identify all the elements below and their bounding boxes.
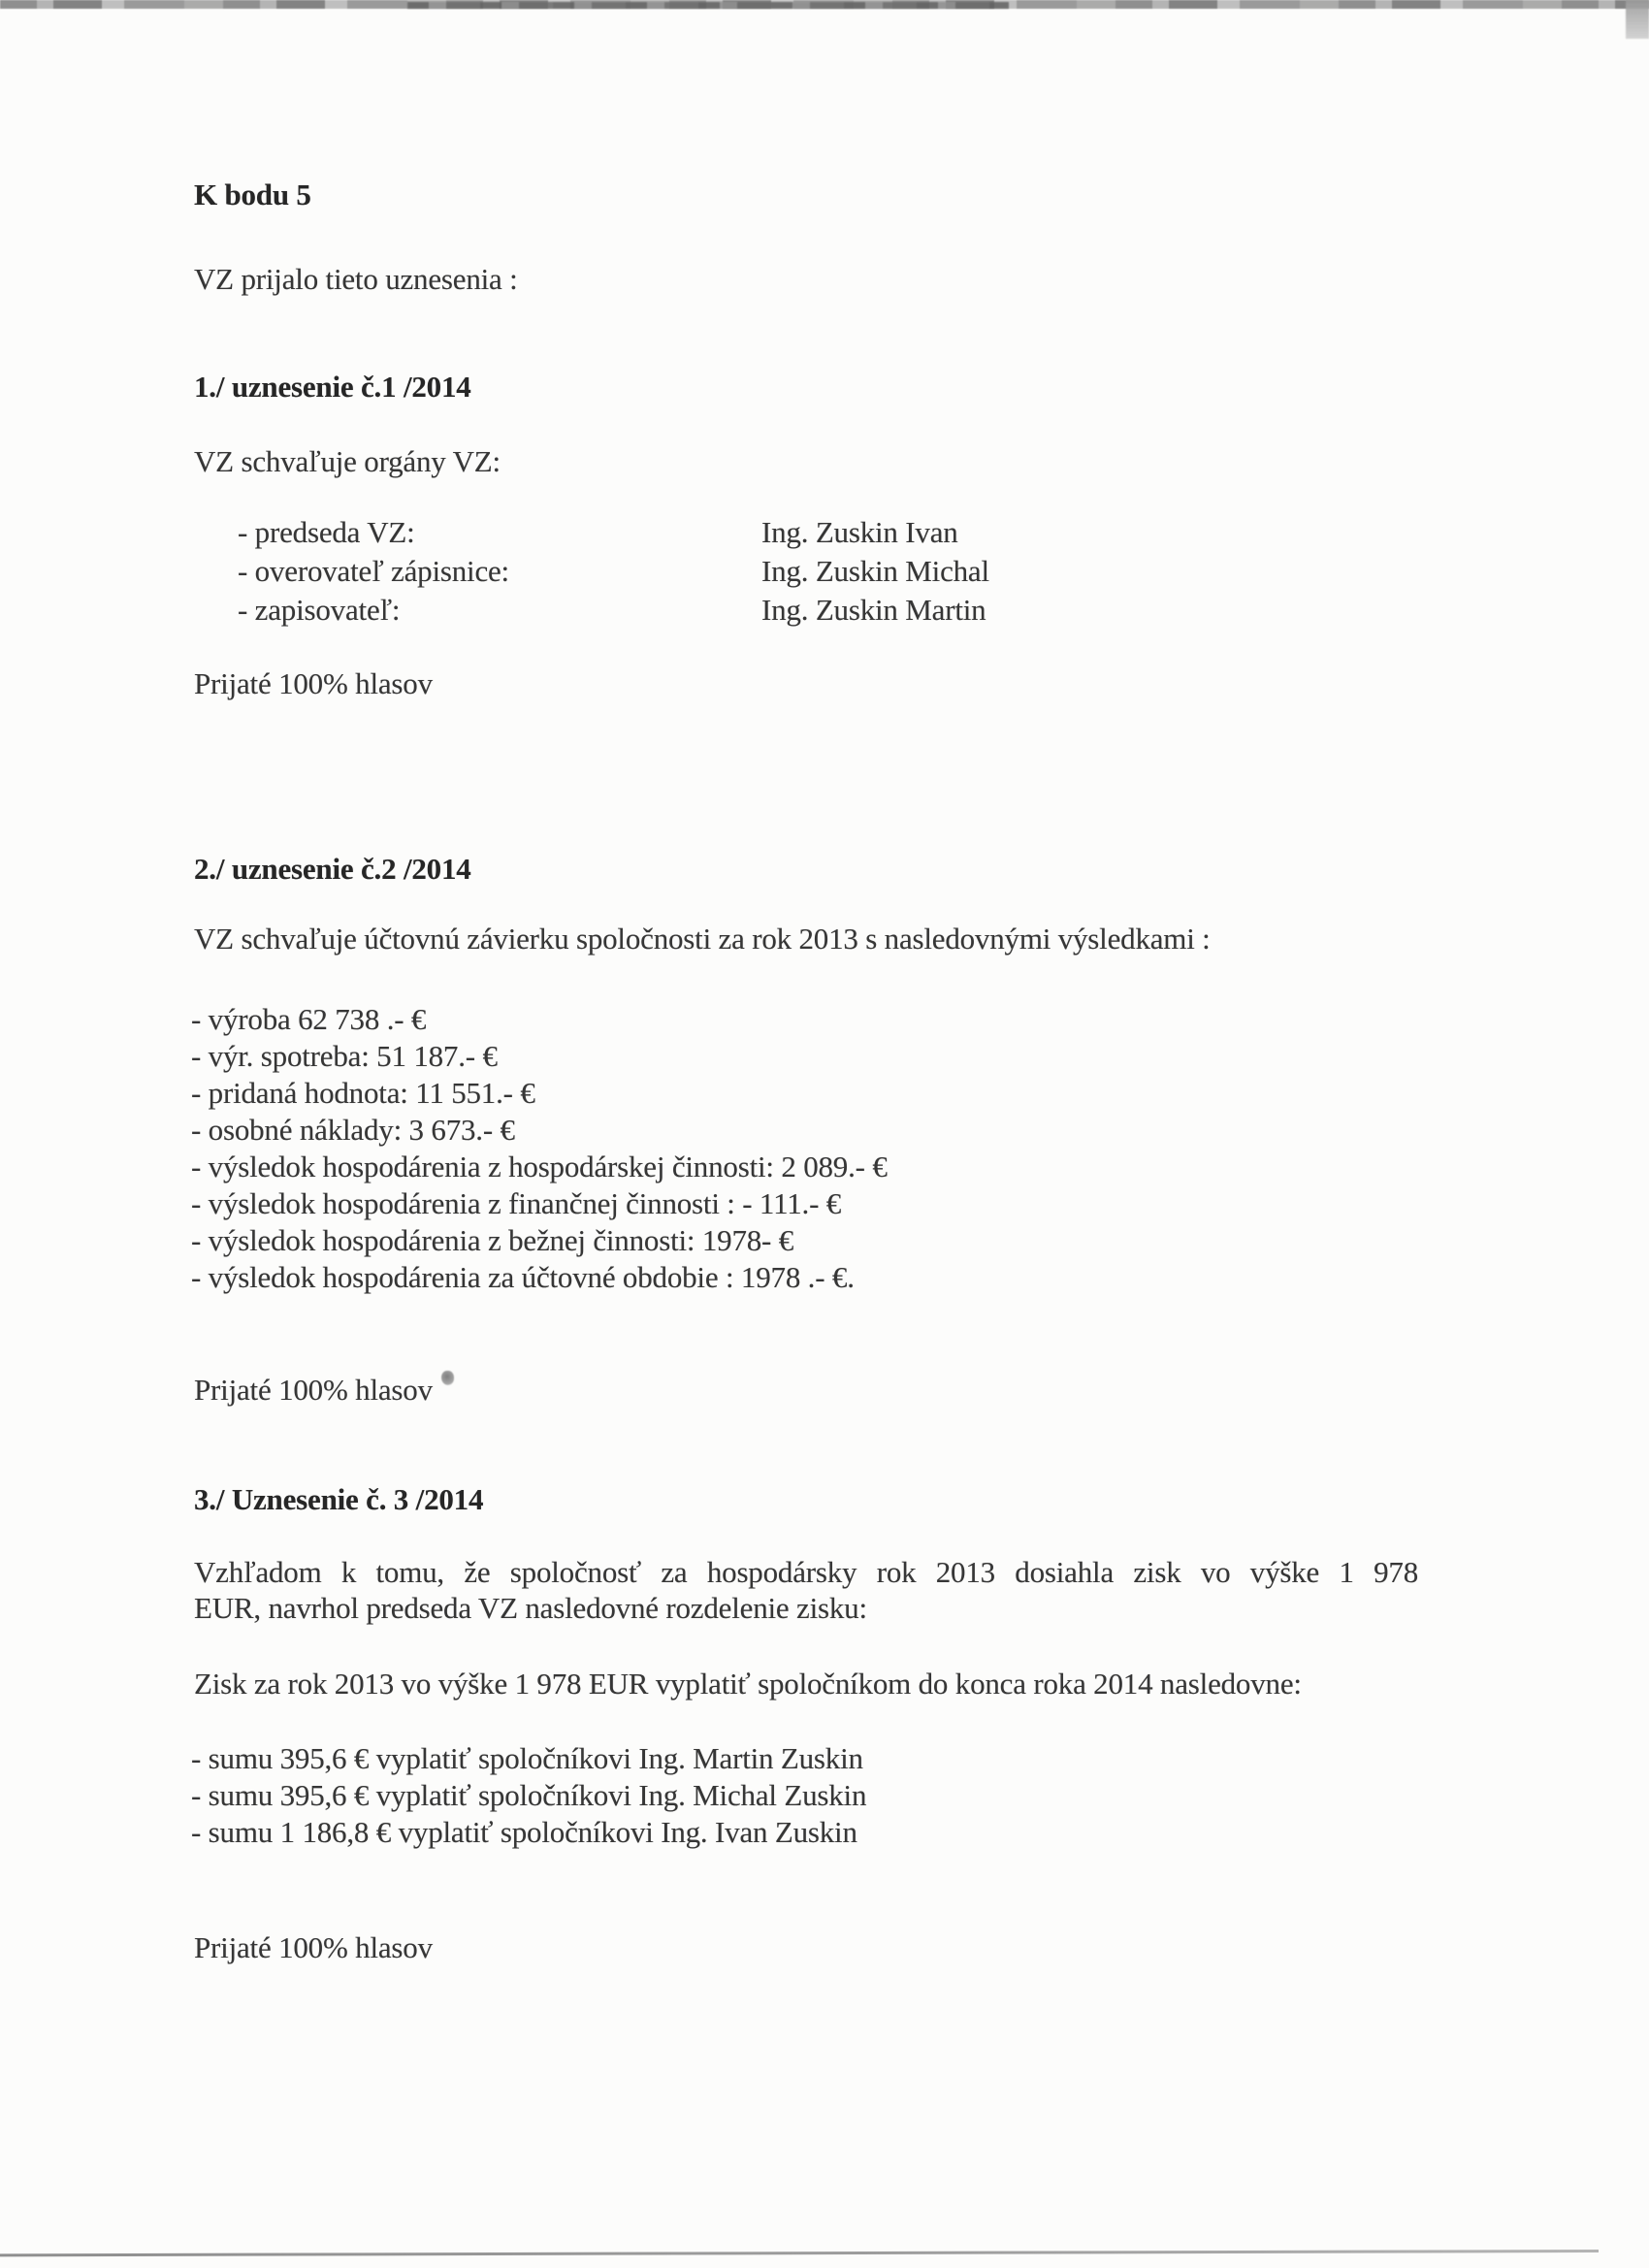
officer-name: Ing. Zuskin Ivan: [761, 515, 958, 549]
financial-results-list: [191, 1001, 888, 1296]
scan-line-artifact-bottom: [0, 2250, 1599, 2256]
result-item: - výroba 62 738 .- €: [191, 1002, 427, 1036]
officer-row: [0, 554, 1649, 593]
resolution-2-lead: VZ schvaľuje účtovnú závierku spoločnosti za rok 2013 s nasledovnými výsledkami :: [194, 922, 1211, 956]
payout-item: - sumu 1 186,8 € vyplatiť spoločníkovi Ing. Ivan Zuskin: [191, 1815, 857, 1849]
officer-row: [0, 515, 1649, 554]
payout-item: - sumu 395,6 € vyplatiť spoločníkovi Ing. Michal Zuskin: [191, 1778, 867, 1812]
result-item: - výsledok hospodárenia z bežnej činnosti: 1978- €: [191, 1223, 794, 1257]
payout-item: - sumu 395,6 € vyplatiť spoločníkovi Ing. Martin Zuskin: [191, 1741, 863, 1775]
officer-role: - overovateľ zápisnice:: [238, 554, 509, 588]
profit-distribution-intro: Zisk za rok 2013 vo výške 1 978 EUR vyplatiť spoločníkom do konca roka 2014 nasledovne:: [194, 1667, 1302, 1701]
officer-role: - predseda VZ:: [238, 515, 415, 549]
scan-corner-artifact: [1626, 0, 1649, 39]
resolution-3-heading: 3./ Uznesenie č. 3 /2014: [194, 1482, 484, 1516]
resolution-1-heading: 1./ uznesenie č.1 /2014: [194, 370, 471, 404]
result-item: - výsledok hospodárenia z hospodárskej činnosti: 2 089.- €: [191, 1150, 888, 1183]
result-item: - výsledok hospodárenia z finančnej činnosti : - 111.- €: [191, 1186, 842, 1220]
officer-name: Ing. Zuskin Martin: [761, 593, 986, 627]
ink-speck-artifact: [441, 1371, 454, 1385]
result-item: - pridaná hodnota: 11 551.- €: [191, 1076, 535, 1110]
resolution-3-paragraph-line1: Vzhľadom k tomu, že spoločnosť za hospodársky rok 2013 dosiahla zisk vo výške 1 978: [194, 1555, 1418, 1589]
scan-edge-artifact-top-dark: [407, 2, 1009, 9]
resolution-1-vote-result: Prijaté 100% hlasov: [194, 666, 433, 700]
document-heading: K bodu 5: [194, 178, 311, 211]
officer-role: - zapisovateľ:: [238, 593, 401, 627]
resolution-2-heading: 2./ uznesenie č.2 /2014: [194, 852, 471, 886]
result-item: - osobné náklady: 3 673.- €: [191, 1113, 515, 1147]
resolution-2-vote-result: Prijaté 100% hlasov: [194, 1373, 433, 1407]
resolution-3-paragraph-line2: EUR, navrhol predseda VZ nasledovné rozdelenie zisku:: [194, 1591, 867, 1625]
document-intro: VZ prijalo tieto uznesenia :: [194, 262, 518, 296]
resolution-3-vote-result: Prijaté 100% hlasov: [194, 1930, 433, 1964]
result-item: - výr. spotreba: 51 187.- €: [191, 1039, 498, 1073]
result-item: - výsledok hospodárenia za účtovné obdobie : 1978 .- €.: [191, 1260, 855, 1294]
resolution-1-lead: VZ schvaľuje orgány VZ:: [194, 444, 501, 478]
officer-row: [0, 593, 1649, 632]
payout-list: [191, 1740, 866, 1851]
officer-name: Ing. Zuskin Michal: [761, 554, 989, 588]
